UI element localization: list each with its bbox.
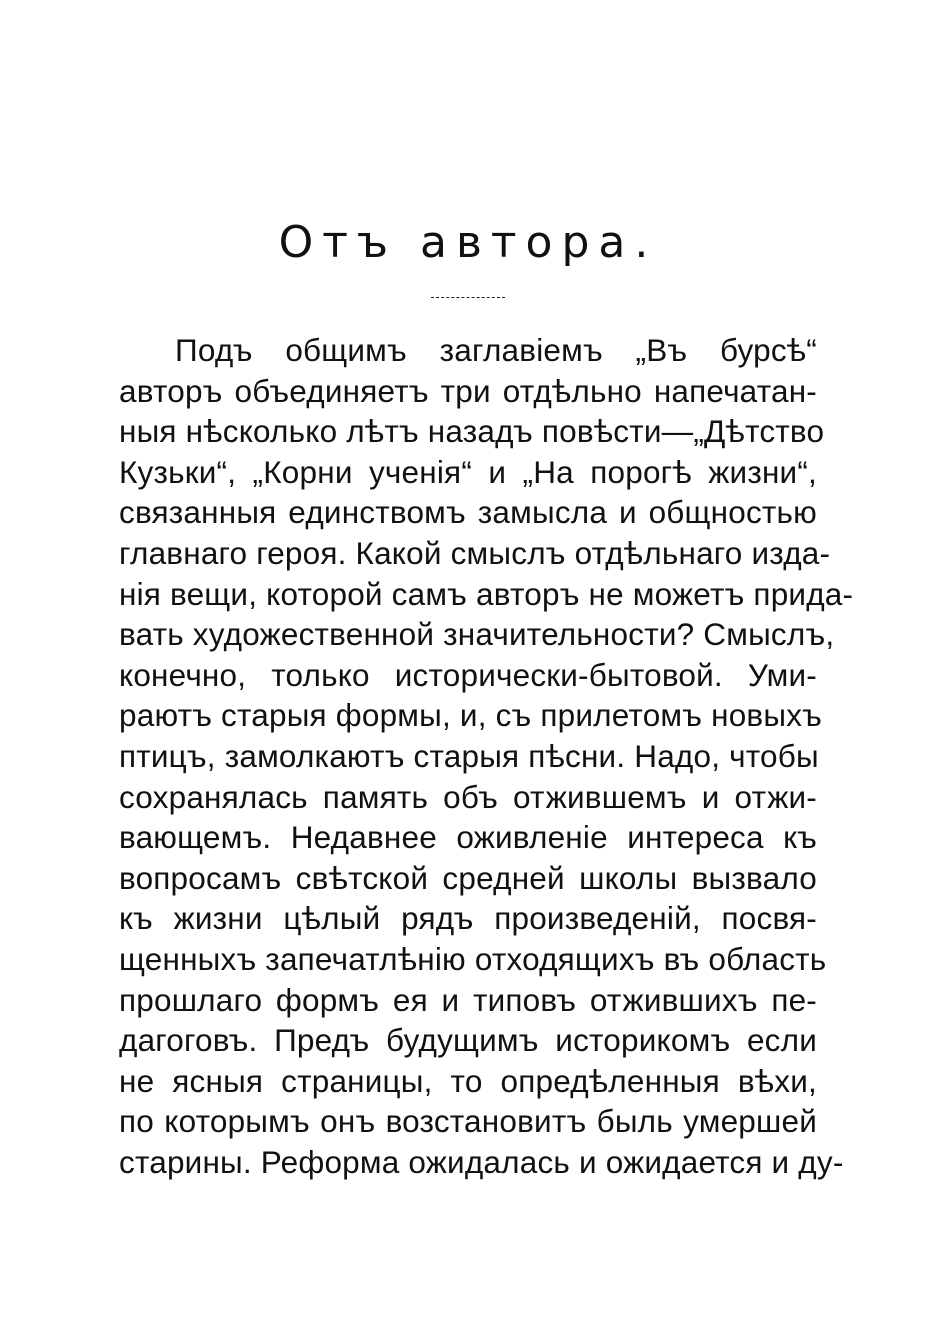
text-line: не ясныя страницы, то опредѣленныя вѣхи, xyxy=(119,1062,817,1099)
text-line: птицъ, замолкаютъ старыя пѣсни. Надо, чтобы xyxy=(119,737,819,774)
text-line: прошлаго формъ ея и типовъ отжившихъ пе- xyxy=(119,981,817,1018)
text-line: къ жизни цѣлый рядъ произведеній, посвя- xyxy=(119,900,817,937)
text-line: старины. Реформа ожидалась и ожидается и ду- xyxy=(119,1143,844,1180)
text-line: ныя нѣсколько лѣтъ назадъ повѣсти—„Дѣтство xyxy=(119,413,825,450)
title-divider xyxy=(431,297,505,298)
text-line: конечно, только исторически-бытовой. Уми- xyxy=(119,656,817,693)
body-text xyxy=(119,330,854,1182)
text-line: Кузьки“, „Корни ученія“ и „На порогѣ жизни“, xyxy=(119,453,817,490)
text-line: вающемъ. Недавнее оживленіе интереса къ xyxy=(119,819,817,856)
text-line: авторъ объединяетъ три отдѣльно напечатан- xyxy=(119,372,817,409)
text-line: нія вещи, которой самъ авторъ не можетъ прида- xyxy=(119,575,854,612)
text-line: по которымъ онъ возстановитъ быль умершей xyxy=(119,1103,817,1140)
text-line: раютъ старыя формы, и, съ прилетомъ новыхъ xyxy=(119,697,823,734)
text-line: Подъ общимъ заглавіемъ „Въ бурсѣ“ xyxy=(175,332,817,368)
page-title: Отъ автора. xyxy=(278,217,658,268)
text-line: вопросамъ свѣтской средней школы вызвало xyxy=(119,859,817,896)
text-line: вать художественной значительности? Смыслъ, xyxy=(119,616,835,653)
text-line: связанныя единствомъ замысла и общностью xyxy=(119,494,817,531)
text-line: дагоговъ. Предъ будущимъ историкомъ если xyxy=(119,1022,817,1059)
text-line: щенныхъ запечатлѣнію отходящихъ въ область xyxy=(119,940,827,977)
text-line: главнаго героя. Какой смыслъ отдѣльнаго изда- xyxy=(119,534,831,571)
text-line: сохранялась память объ отжившемъ и отжи- xyxy=(119,778,817,815)
